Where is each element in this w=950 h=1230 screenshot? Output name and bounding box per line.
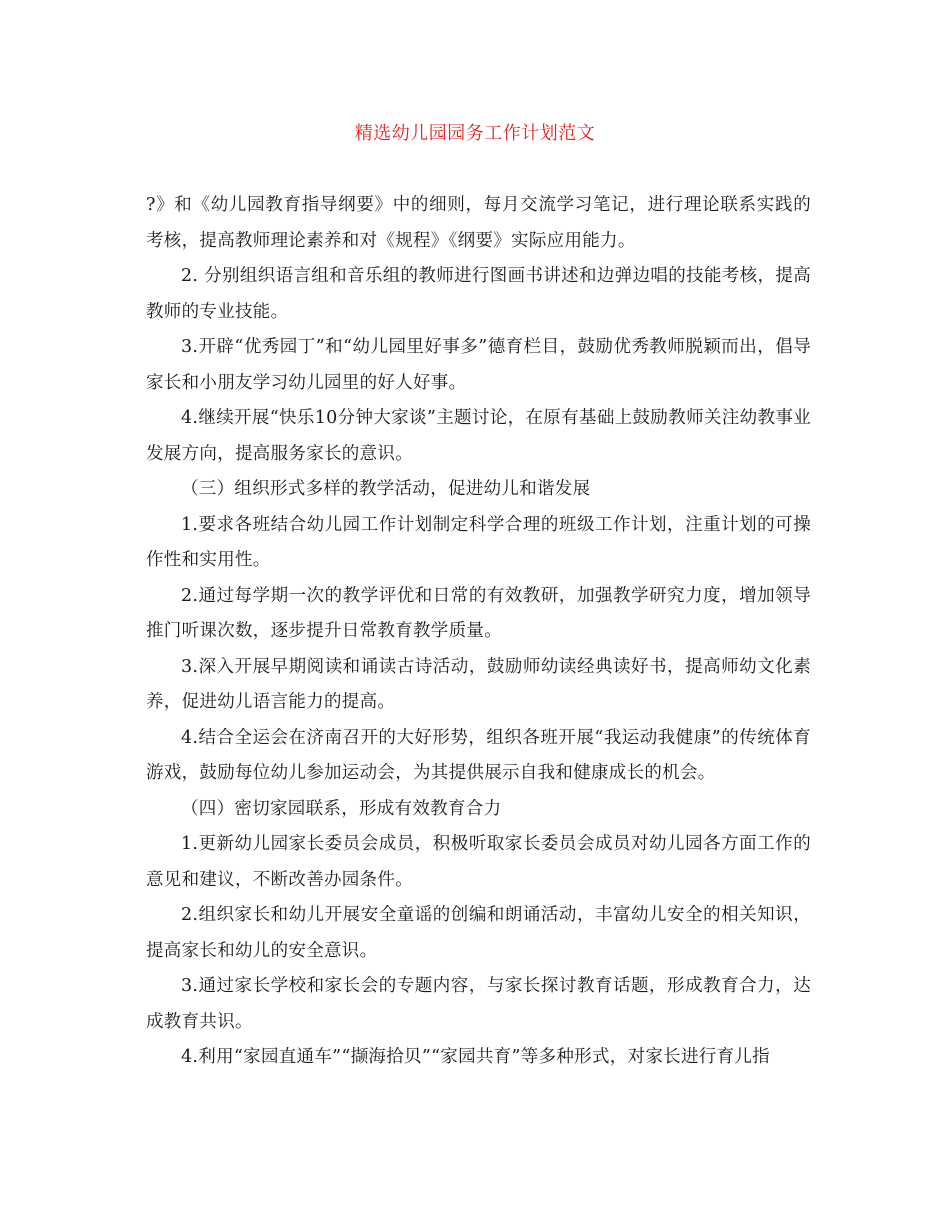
paragraph: 2. 分别组织语言组和音乐组的教师进行图画书讲述和边弹边唱的技能考核，提高教师的专业技能。 [146, 266, 811, 322]
section-heading: （四）密切家园联系，形成有效教育合力 [181, 798, 502, 819]
paragraph: 4.继续开展“快乐10分钟大家谈”主题讨论，在原有基础上鼓励教师关注幼教事业发展方向，提高服务家长的意识。 [146, 408, 811, 464]
paragraph: 1.更新幼儿园家长委员会成员，积极听取家长委员会成员对幼儿园各方面工作的意见和建议，不断改善办园条件。 [146, 834, 811, 890]
paragraph: 2.通过每学期一次的教学评优和日常的有效教研，加强教学研究力度，增加领导推门听课次数，逐步提升日常教育教学质量。 [146, 585, 811, 641]
paragraph: 3.深入开展早期阅读和诵读古诗活动，鼓励师幼读经典读好书，提高师幼文化素养，促进幼儿语言能力的提高。 [146, 656, 811, 712]
document-body [146, 188, 811, 1076]
section-heading: （三）组织形式多样的教学活动，促进幼儿和谐发展 [181, 479, 591, 499]
paragraph: ?》和《幼儿园教育指导纲要》中的细则，每月交流学习笔记，进行理论联系实践的考核，提高教师理论素养和对《规程》《纲要》实际应用能力。 [146, 195, 811, 251]
paragraph: 3.通过家长学校和家长会的专题内容，与家长探讨教育话题，形成教育合力，达成教育共识。 [146, 976, 811, 1032]
paragraph: 4.结合全运会在济南召开的大好形势，组织各班开展“我运动我健康”的传统体育游戏，鼓励每位幼儿参加运动会，为其提供展示自我和健康成长的机会。 [146, 727, 811, 783]
document-title: 精选幼儿园园务工作计划范文 [354, 123, 596, 144]
paragraph: 1.要求各班结合幼儿园工作计划制定科学合理的班级工作计划，注重计划的可操作性和实用性。 [146, 514, 811, 570]
paragraph: 2.组织家长和幼儿开展安全童谣的创编和朗诵活动，丰富幼儿安全的相关知识，提高家长和幼儿的安全意识。 [146, 905, 811, 961]
paragraph: 3.开辟“优秀园丁”和“幼儿园里好事多”德育栏目，鼓励优秀教师脱颖而出，倡导家长和小朋友学习幼儿园里的好人好事。 [146, 337, 811, 393]
paragraph: 4.利用“家园直通车”“撷海拾贝”“家园共育”等多种形式，对家长进行育儿指 [181, 1047, 770, 1067]
